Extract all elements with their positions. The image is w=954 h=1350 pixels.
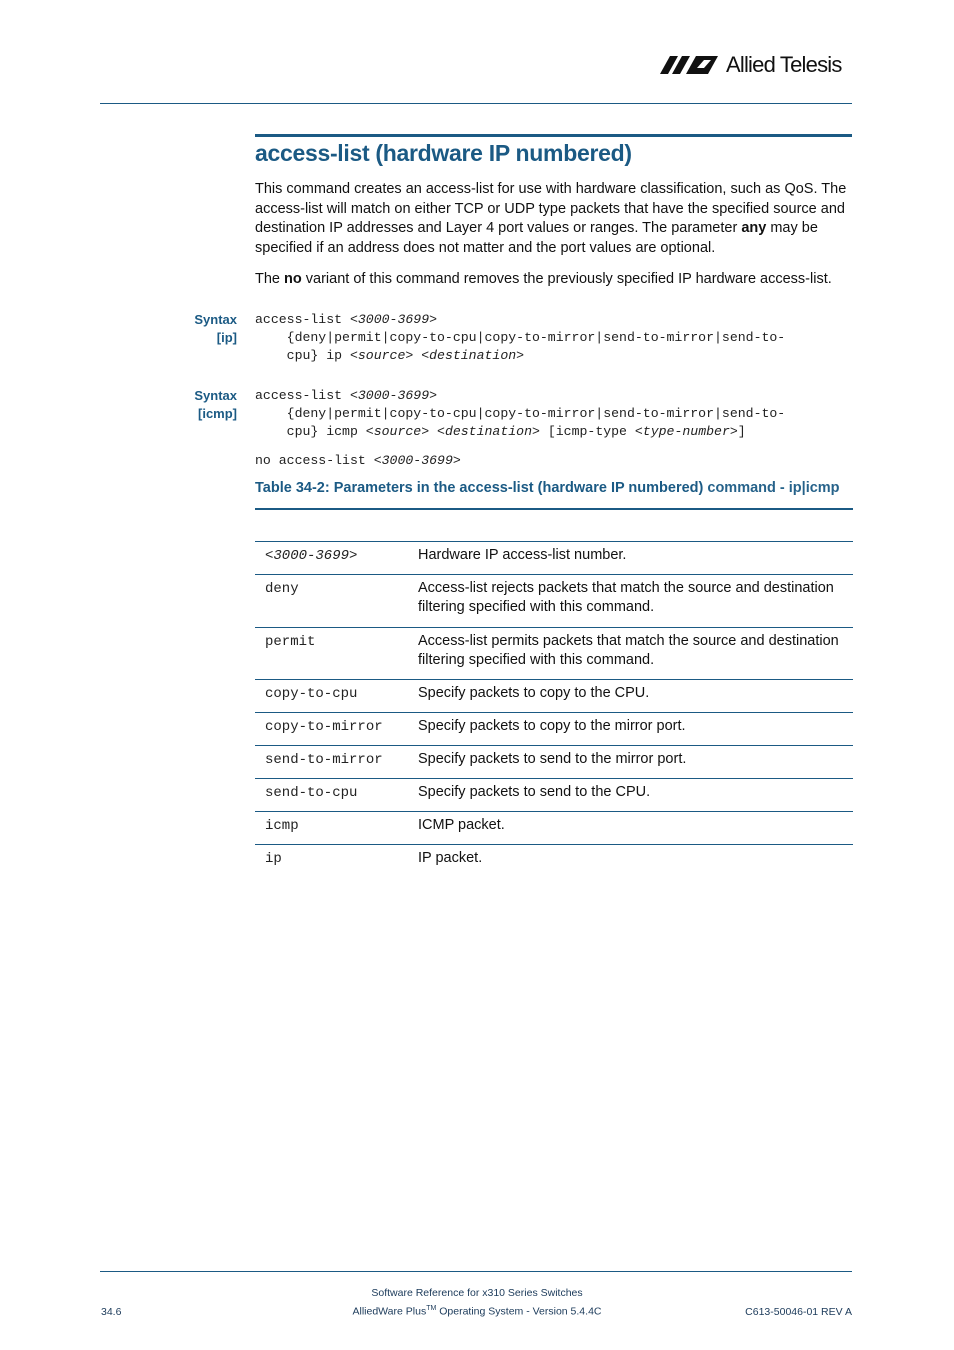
- table-param: icmp: [265, 818, 299, 834]
- syntax-ip-line1: [255, 311, 785, 329]
- table-param: send-to-mirror: [265, 752, 383, 768]
- table-param: permit: [265, 634, 316, 650]
- footer-page-number: 34.6: [101, 1306, 122, 1318]
- syntax-icmp-code: [255, 387, 785, 441]
- syntax-ip-code: [255, 311, 785, 365]
- description-paragraph: [255, 180, 852, 258]
- code-text: [icmp-type: [539, 424, 635, 439]
- code-param: <destination>: [421, 348, 525, 363]
- syntax-ip-label: [150, 311, 237, 347]
- footer-doc-title: Software Reference for x310 Series Switches: [371, 1287, 583, 1299]
- table-param: ip: [265, 851, 282, 867]
- table-row: [255, 627, 853, 680]
- code-param: <source>: [349, 348, 414, 363]
- table-desc: ICMP packet.: [418, 817, 505, 833]
- syntax-icmp-line2: {deny|permit|copy-to-cpu|copy-to-mirror|send-to-mirror|send-to-: [255, 406, 786, 421]
- footer-os-text: Operating System - Version 5.4.4C: [436, 1305, 602, 1318]
- table-desc: Specify packets to send to the mirror port.: [418, 751, 687, 767]
- code-text: access-list: [255, 388, 350, 403]
- page-title: access-list (hardware IP numbered): [255, 140, 632, 166]
- syntax-ip-label-line1: Syntax: [194, 312, 237, 327]
- table-row: [255, 679, 853, 713]
- allied-telesis-logo-icon: [660, 54, 722, 76]
- table-caption-command: command - ip|icmp: [707, 480, 840, 496]
- code-text: cpu} ip: [255, 348, 350, 363]
- syntax-icmp-line1: [255, 387, 785, 405]
- table-desc: Specify packets to copy to the mirror port.: [418, 718, 686, 734]
- syntax-ip-label-line2: [ip]: [216, 330, 237, 345]
- footer-rule: [100, 1271, 852, 1272]
- footer-os-name: AlliedWare Plus: [352, 1305, 427, 1318]
- footer-trademark: TM: [426, 1305, 437, 1312]
- table-desc: IP packet.: [418, 850, 483, 866]
- code-text: no access-list: [255, 453, 374, 468]
- description-text-b: may be specified if an address does not matter and the port values are optional.: [255, 220, 818, 256]
- code-param: <type-number>: [634, 424, 738, 439]
- brand-logo: [660, 50, 855, 80]
- table-caption-text: Parameters in the access-list (hardware IP numbered): [329, 480, 708, 496]
- no-variant-text-b: variant of this command removes the previously specified IP hardware access-list.: [301, 271, 832, 287]
- table-caption: [255, 480, 840, 496]
- table-row: [255, 811, 853, 845]
- syntax-icmp-label-line1: Syntax: [194, 388, 237, 403]
- code-text: [413, 348, 421, 363]
- code-text: ]: [737, 424, 746, 439]
- code-text: access-list: [255, 312, 350, 327]
- table-param: deny: [265, 581, 299, 597]
- description-text-a: This command creates an access-list for use with hardware classification, such as QoS. The access-list will match on either TCP or UDP type packets that have the specified source and destination IP addresses and Layer 4 port values or ranges. The parameter: [255, 181, 847, 237]
- table-param: copy-to-cpu: [265, 686, 358, 702]
- syntax-icmp-label-line2: [icmp]: [198, 406, 237, 421]
- code-param: <3000-3699>: [349, 388, 438, 403]
- code-text: cpu} icmp: [255, 424, 366, 439]
- code-param: <source>: [365, 424, 430, 439]
- code-param: <3000-3699>: [349, 312, 438, 327]
- table-param: send-to-cpu: [265, 785, 358, 801]
- code-param: <3000-3699>: [373, 453, 461, 468]
- table-param: copy-to-mirror: [265, 719, 383, 735]
- table-desc: Access-list permits packets that match the source and destination filtering specified with this command.: [418, 633, 839, 668]
- table-desc: Specify packets to send to the CPU.: [418, 784, 651, 800]
- syntax-ip-line2: {deny|permit|copy-to-cpu|copy-to-mirror|send-to-mirror|send-to-: [255, 330, 786, 345]
- table-number: Table 34-2:: [255, 480, 330, 496]
- table-row: [255, 574, 853, 628]
- title-rule: [255, 134, 852, 137]
- code-text: [429, 424, 437, 439]
- header-rule: [100, 103, 852, 104]
- no-variant-text-a: The: [255, 271, 285, 287]
- syntax-ip-line3: [255, 347, 785, 365]
- table-row: [255, 778, 853, 812]
- brand-name: Allied Telesis: [726, 52, 842, 77]
- syntax-icmp-line3: [255, 423, 785, 441]
- table-row: [255, 844, 853, 878]
- table-top-rule: [255, 508, 853, 510]
- table-row: [255, 541, 853, 575]
- no-syntax-code: [255, 452, 461, 470]
- code-param: <destination>: [437, 424, 540, 439]
- description-keyword: any: [741, 220, 767, 237]
- table-desc: Access-list rejects packets that match the source and destination filtering specified with this command.: [418, 580, 834, 615]
- no-variant-paragraph: [255, 270, 852, 290]
- table-row: [255, 745, 853, 779]
- table-param: <3000-3699>: [265, 548, 358, 564]
- table-row: [255, 712, 853, 746]
- syntax-icmp-label: [150, 387, 237, 423]
- no-variant-keyword: no: [284, 271, 302, 287]
- footer-doc-id: C613-50046-01 REV A: [745, 1306, 852, 1318]
- table-desc: Hardware IP access-list number.: [418, 547, 627, 563]
- table-desc: Specify packets to copy to the CPU.: [418, 685, 650, 701]
